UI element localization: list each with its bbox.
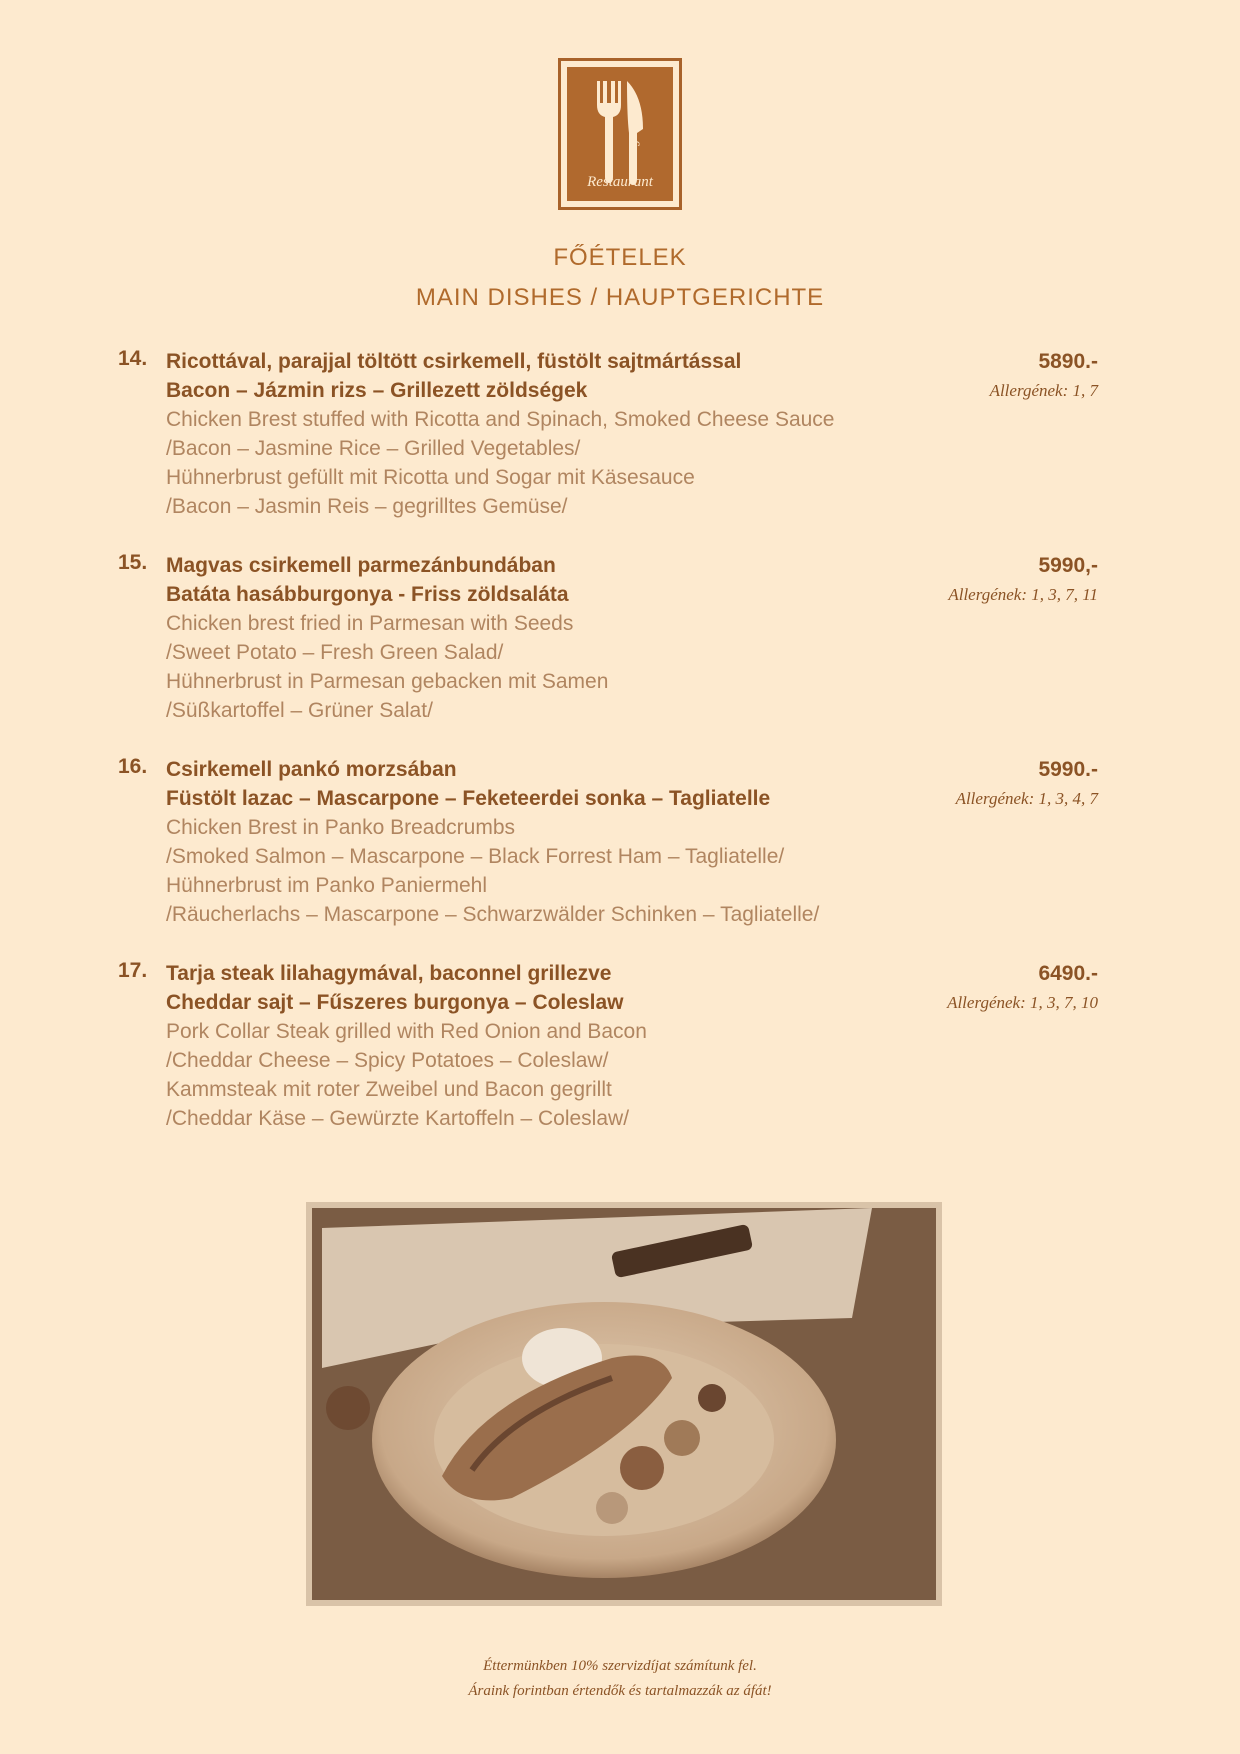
- footer-service-charge: Éttermünkben 10% szervizdíjat számítunk fel.: [483, 1658, 757, 1674]
- dish-name-hu: Magvas csirkemell parmezánbundában: [166, 554, 556, 577]
- dish-price: 5890.-: [1038, 350, 1098, 373]
- dish-price: 5990,-: [1038, 554, 1098, 577]
- dish-name-en: Pork Collar Steak grilled with Red Onion and Bacon: [166, 1020, 647, 1043]
- dish-name-hu: Csirkemell pankó morzsában: [166, 758, 457, 781]
- dish-sides-hu: Bacon – Jázmin rizs – Grillezett zöldségek: [166, 379, 588, 402]
- dish-name-en: Chicken Brest in Panko Breadcrumbs: [166, 816, 515, 839]
- dish-allergens: Allergének: 1, 3, 7, 10: [947, 993, 1098, 1012]
- dish-number: 15.: [118, 551, 148, 574]
- dish-sides-en: /Bacon – Jasmine Rice – Grilled Vegetables/: [166, 437, 581, 460]
- dish-name-en: Chicken brest fried in Parmesan with Seeds: [166, 612, 574, 635]
- dish-number: 16.: [118, 755, 148, 778]
- dish-name-de: Hühnerbrust im Panko Paniermehl: [166, 874, 487, 897]
- menu-item: [118, 755, 1098, 935]
- dish-sides-de: /Bacon – Jasmin Reis – gegrilltes Gemüse/: [166, 495, 568, 518]
- dish-name-de: Kammsteak mit roter Zweibel und Bacon gegrillt: [166, 1078, 612, 1101]
- dish-allergens: Allergének: 1, 3, 4, 7: [955, 789, 1098, 808]
- food-photo: [312, 1208, 936, 1600]
- menu-item: [118, 959, 1098, 1139]
- dish-name-de: Hühnerbrust gefüllt mit Ricotta und Sogar mit Käsesauce: [166, 466, 695, 489]
- dish-sides-de: /Süßkartoffel – Grüner Salat/: [166, 699, 433, 722]
- menu-item: [118, 347, 1098, 527]
- dish-allergens: Allergének: 1, 3, 7, 11: [948, 585, 1098, 604]
- dish-price: 6490.-: [1038, 962, 1098, 985]
- dish-number: 14.: [118, 347, 148, 370]
- page-title-en-de: MAIN DISHES / HAUPTGERICHTE: [415, 284, 825, 311]
- page-title-hu: FŐÉTELEK: [553, 244, 687, 271]
- dish-body: [166, 347, 1098, 521]
- dish-allergens: Allergének: 1, 7: [989, 381, 1098, 400]
- dish-body: [166, 551, 1098, 725]
- dish-name-hu: Tarja steak lilahagymával, baconnel grillezve: [166, 962, 612, 985]
- dish-sides-hu: Cheddar sajt – Fűszeres burgonya – Coleslaw: [166, 991, 624, 1014]
- dish-sides-en: /Sweet Potato – Fresh Green Salad/: [166, 641, 504, 664]
- restaurant-logo: [558, 58, 682, 210]
- dish-number: 17.: [118, 959, 148, 982]
- dish-sides-en: /Cheddar Cheese – Spicy Potatoes – Coleslaw/: [166, 1049, 609, 1072]
- dish-name-hu: Ricottával, parajjal töltött csirkemell, füstölt sajtmártással: [166, 350, 742, 373]
- dish-body: [166, 959, 1098, 1133]
- dish-sides-hu: Füstölt lazac – Mascarpone – Feketeerdei sonka – Tagliatelle: [166, 787, 771, 810]
- dish-price: 5990.-: [1038, 758, 1098, 781]
- logo-restaurant-text: Restaurant: [587, 174, 653, 190]
- dish-sides-en: /Smoked Salmon – Mascarpone – Black Forrest Ham – Tagliatelle/: [166, 845, 785, 868]
- logo-belgian-text: Belgian: [626, 124, 640, 162]
- dish-sides-de: /Räucherlachs – Mascarpone – Schwarzwälder Schinken – Tagliatelle/: [166, 903, 820, 926]
- dish-body: [166, 755, 1098, 929]
- plated-dish-illustration: [312, 1208, 936, 1600]
- logo-panel: [567, 67, 673, 201]
- dish-name-en: Chicken Brest stuffed with Ricotta and Spinach, Smoked Cheese Sauce: [166, 408, 835, 431]
- dish-name-de: Hühnerbrust in Parmesan gebacken mit Samen: [166, 670, 609, 693]
- dish-sides-hu: Batáta hasábburgonya - Friss zöldsaláta: [166, 583, 569, 606]
- menu-item: [118, 551, 1098, 731]
- dish-sides-de: /Cheddar Käse – Gewürzte Kartoffeln – Coleslaw/: [166, 1107, 630, 1130]
- footer-price-note: Áraink forintban értendők és tartalmazzák az áfát!: [468, 1683, 772, 1699]
